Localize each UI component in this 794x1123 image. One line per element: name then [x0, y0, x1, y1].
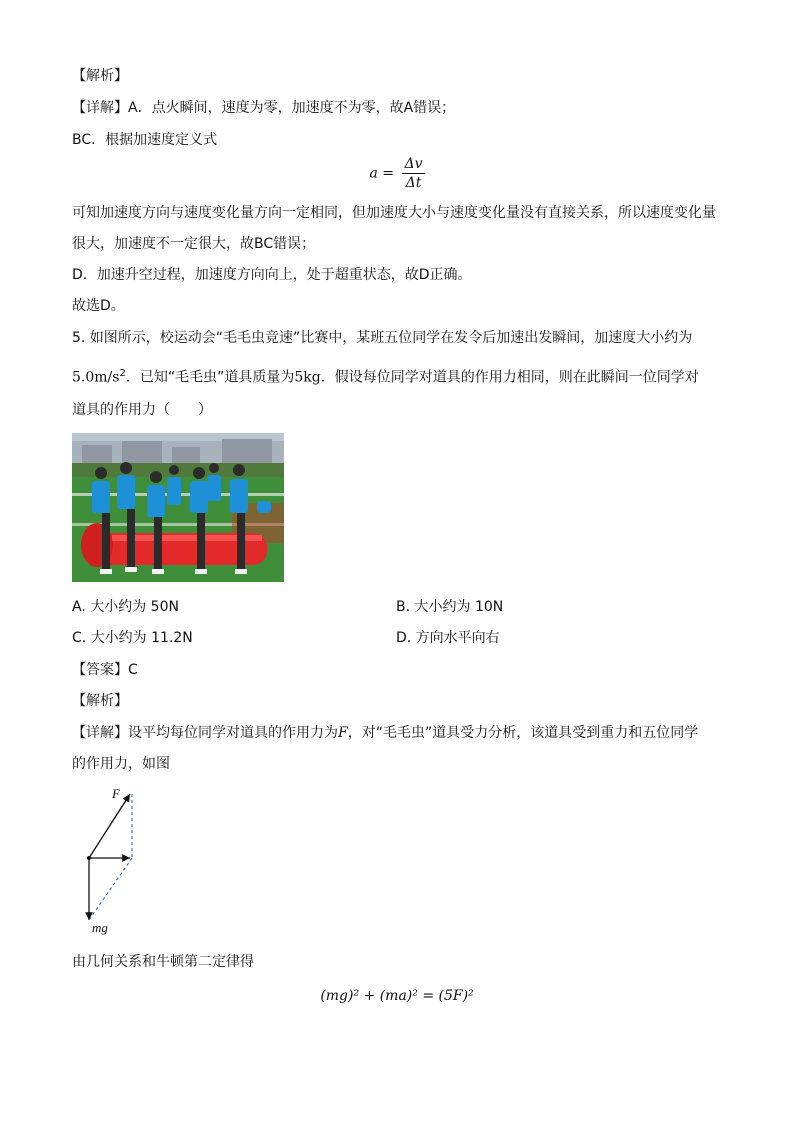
- force-f-arrow: [89, 794, 130, 858]
- bc-line: BC．根据加速度定义式: [72, 132, 218, 148]
- analysis-heading-1: 【解析】: [72, 68, 128, 84]
- dashed-diagonal: [89, 858, 132, 920]
- force-diagram: [80, 786, 160, 940]
- paragraph-line-2: 很大，加速度不一定很大，故BC错误；: [72, 236, 316, 252]
- question-5-line-3: 道具的作用力（ ）: [72, 402, 212, 418]
- origin-point: [87, 856, 91, 860]
- q5-text-a: ．已知“毛毛虫”道具质量为: [125, 369, 295, 386]
- question-5-line-1: 5. 如图所示，校运动会“毛毛虫竞速”比赛中，某班五位同学在发令后加速出发瞬间，加速度大小约为: [72, 330, 693, 346]
- option-a: A. 大小约为 50N: [72, 599, 179, 615]
- mass-value: 5kg: [294, 369, 321, 386]
- final-equation: (mg)² + (ma)² = (5F)²: [320, 988, 474, 1004]
- acceleration-value: 5.0m/s: [72, 369, 120, 386]
- analysis-heading-2: 【解析】: [72, 693, 128, 709]
- detail-2-rest: ，对“毛毛虫”道具受力分析，该道具受到重力和五位同学: [347, 725, 699, 741]
- paragraph-line-1: 可知加速度方向与速度变化量方向一定相同，但加速度大小与速度变化量没有直接关系，所以速度变化量: [72, 205, 716, 221]
- option-c: C. 大小约为 11.2N: [72, 630, 193, 646]
- acceleration-formula: [0, 155, 794, 192]
- question-5-line-2: [72, 364, 699, 388]
- detail-line-3: 的作用力，如图: [72, 756, 170, 772]
- option-b: B. 大小约为 10N: [396, 599, 504, 615]
- q5-text-b: ．假设每位同学对道具的作用力相同，则在此瞬间一位同学对: [320, 369, 699, 386]
- force-symbol: F: [338, 725, 348, 741]
- label-f: F: [112, 786, 120, 801]
- detail-2-text: 【详解】设平均每位同学对道具的作用力为: [72, 725, 338, 741]
- formula-numerator: Δv: [404, 156, 423, 172]
- d-line: D．加速升空过程，加速度方向向上，处于超重状态，故D正确。: [72, 267, 472, 283]
- detail-line-1: 【详解】A．点火瞬间，速度为零，加速度不为零，故A错误；: [72, 100, 456, 116]
- answer-line: 【答案】C: [72, 662, 138, 678]
- formula-lhs: a =: [369, 165, 395, 182]
- option-d: D. 方向水平向右: [396, 630, 500, 646]
- formula-fraction: [402, 155, 424, 192]
- detail-line-2: [72, 723, 698, 743]
- caterpillar-race-photo: [72, 433, 284, 582]
- acceleration-exponent: 2: [119, 368, 126, 379]
- newton-line: 由几何关系和牛顿第二定律得: [72, 954, 254, 970]
- formula-denominator: Δt: [405, 175, 422, 191]
- label-mg: mg: [92, 920, 108, 935]
- choose-line: 故选D。: [72, 298, 125, 314]
